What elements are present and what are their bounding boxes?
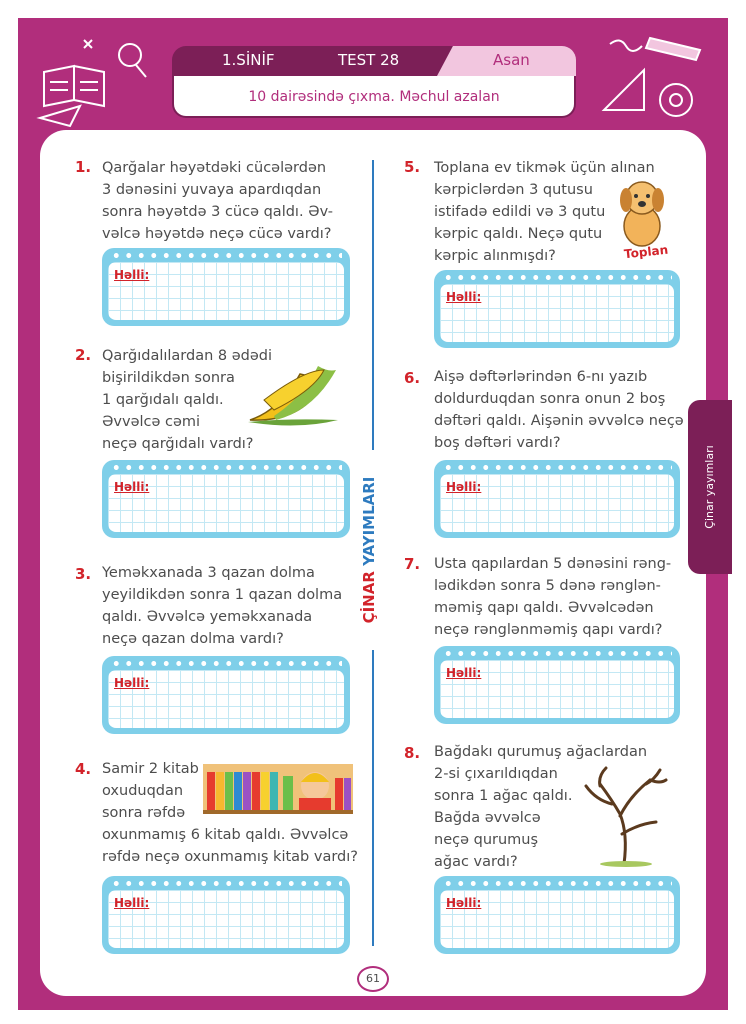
question-text: Aişə dəftərlərindən 6-nı yazıb doldurduqdan sonra onun 2 boş dəftəri qaldı. Aişənin əvvəlcə neçə boş dəftəri vardı? — [434, 369, 684, 451]
divider-bottom — [372, 650, 374, 946]
page-subtitle: 10 dairəsində çıxma. Məchul azalan — [248, 89, 500, 105]
answer-label: Həlli: — [114, 896, 150, 910]
dead-tree-icon — [576, 764, 680, 868]
question-number: 5. — [404, 158, 421, 176]
test-label: TEST 28 — [338, 51, 400, 69]
question-text: Toplana ev tikmək üçün alınan kərpiclərdən 3 qutusu istifadə edildi və 3 qutu kərpic qaldı. Neçə qutu kərpic alınmışdı? — [434, 160, 655, 264]
answer-box[interactable] — [102, 876, 350, 954]
side-tab — [688, 400, 732, 574]
question-number: 4. — [75, 760, 92, 778]
dog-caption: Toplan — [623, 242, 669, 262]
question-number: 2. — [75, 346, 92, 364]
answer-box[interactable] — [434, 460, 680, 538]
question-number: 6. — [404, 369, 421, 387]
answer-box[interactable] — [102, 656, 350, 734]
grade-label: 1.SİNİF — [222, 51, 275, 69]
question-number: 7. — [404, 555, 421, 573]
question-number: 1. — [75, 158, 92, 176]
answer-label: Həlli: — [114, 480, 150, 494]
question-text: Yeməkxanada 3 qazan dolma yeyildikdən sonra 1 qazan dolma qaldı. Əvvəlcə yeməkxanada neçə qazan dolma vardı? — [102, 565, 343, 647]
corn-icon — [244, 360, 352, 434]
question-text: Usta qapılardan 5 dənəsini rəng- lədikdən sonra 5 dənə rənglən- məmiş qapı qaldı. Əvvəlcədən neçə rənglənməmiş qapı vardı? — [434, 556, 672, 638]
divider-top — [372, 160, 374, 450]
question-number: 3. — [75, 565, 92, 583]
answer-label: Həlli: — [114, 676, 150, 690]
side-tab-text: Çinar yayımları — [703, 445, 716, 529]
answer-label: Həlli: — [446, 666, 482, 680]
answer-box[interactable] — [102, 248, 350, 326]
question-text: Qarğıdalılardan 8 ədədi bişirildikdən sonra 1 qarğıdalı qaldı. Əvvəlcə cəmi neçə qarğıdalı vardı? — [102, 348, 273, 452]
page-number: 61 — [357, 966, 389, 992]
question-number: 8. — [404, 744, 421, 762]
svg-text:ÇİNAR YAYIMLARI: ÇİNAR YAYIMLARI — [360, 476, 378, 624]
doodle-left-icon — [30, 30, 170, 130]
question-text: Samir 2 kitab oxuduqdan sonra rəfdə oxunmamış 6 kitab qaldı. Əvvəlcə rəfdə neçə oxunmamış kitab vardı? — [102, 761, 358, 865]
answer-label: Həlli: — [446, 896, 482, 910]
answer-label: Həlli: — [446, 290, 482, 304]
answer-box[interactable] — [102, 460, 350, 538]
answer-box[interactable] — [434, 876, 680, 954]
question-text: Bağdakı qurumuş ağaclardan 2-si çıxarıldıqdan sonra 1 ağac qaldı. Bağda əvvəlcə neçə qurumuş ağac vardı? — [434, 744, 648, 870]
answer-box[interactable] — [434, 270, 680, 348]
bookshelf-icon — [203, 764, 353, 814]
answer-label: Həlli: — [114, 268, 150, 282]
dog-icon — [612, 176, 674, 248]
answer-box[interactable] — [434, 646, 680, 724]
answer-label: Həlli: — [446, 480, 482, 494]
level-label: Asan — [493, 51, 530, 69]
question-text: Qarğalar həyətdəki cücələrdən 3 dənəsini yuvaya apardıqdan sonra həyətdə 3 cücə qaldı. Əv- vəlcə həyətdə neçə cücə vardı? — [102, 160, 334, 242]
doodle-right-icon — [590, 30, 720, 130]
brand-logo — [354, 450, 394, 650]
